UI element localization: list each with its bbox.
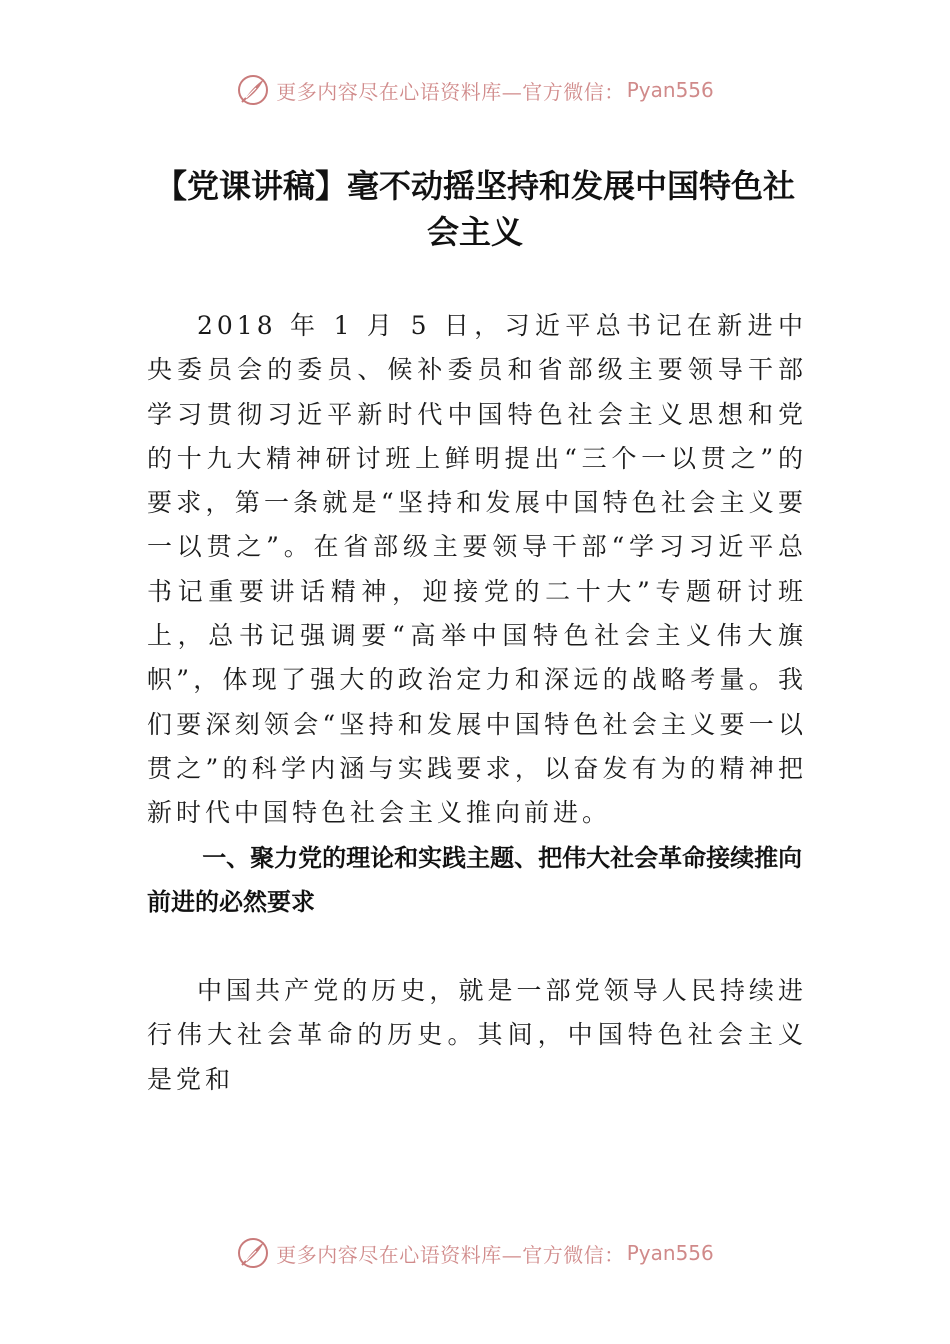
feather-pen-icon	[236, 1236, 270, 1270]
header-watermark	[0, 70, 950, 110]
section-heading-1: 一、聚力党的理论和实践主题、把伟大社会革命接续推向前进的必然要求	[147, 844, 803, 916]
body-paragraph-1: 2018 年 1 月 5 日，习近平总书记在新进中央委员会的委员、候补委员和省部级主要领导干部学习贯彻习近平新时代中国特色社会主义思想和党的十九大精神研讨班上鲜明提出“三个一以贯之”的要求，第一条就是“坚持和发展中国特色社会主义要一以贯之”。在省部级主要领导干部“学习习近平总书记重要讲话精神，迎接党的二十大”专题研讨班上，总书记强调要“高举中国特色社会主义伟大旗帜”，体现了强大的政治定力和深远的战略考量。我们要深刻领会“坚持和发展中国特色社会主义要一以贯之”的科学内涵与实践要求，以奋发有为的精神把新时代中国特色社会主义推向前进。	[147, 311, 807, 828]
watermark-text: 更多内容尽在心语资料库—官方微信：	[276, 79, 625, 104]
footer-watermark	[0, 1233, 950, 1273]
watermark-text: 更多内容尽在心语资料库—官方微信：	[276, 1242, 625, 1267]
document-title: 【党课讲稿】毫不动摇坚持和发展中国特色社会主义	[154, 167, 795, 251]
body-paragraph-2: 中国共产党的历史，就是一部党领导人民持续进行伟大社会革命的历史。其间，中国特色社会主义是党和	[147, 976, 807, 1094]
watermark-wechat-id: Pyan556	[626, 78, 714, 102]
feather-pen-icon	[236, 73, 270, 107]
watermark-wechat-id: Pyan556	[626, 1241, 714, 1265]
